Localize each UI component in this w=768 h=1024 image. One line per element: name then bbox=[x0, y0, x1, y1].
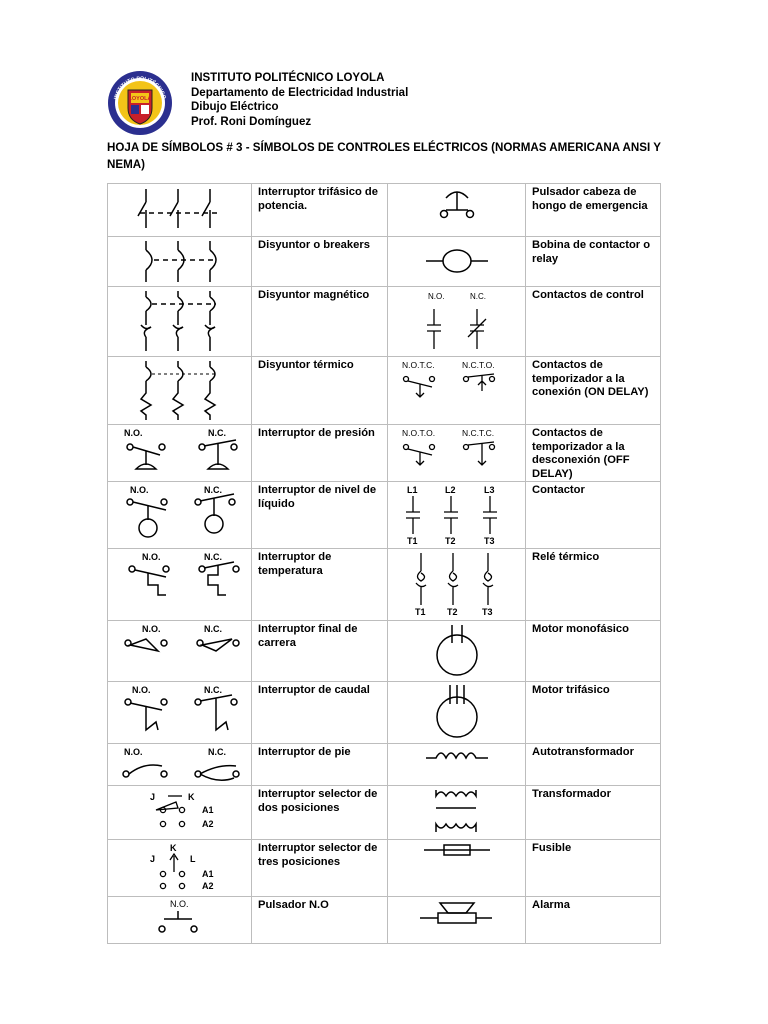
svg-text:N.C.: N.C. bbox=[204, 485, 222, 496]
single-phase-motor-symbol bbox=[388, 621, 526, 682]
liquid-level-switch-symbol bbox=[108, 482, 252, 549]
symbol-name: Bobina de contactor o relay bbox=[526, 237, 661, 287]
symbols-table bbox=[107, 183, 661, 944]
symbol-name: Interruptor de presión bbox=[252, 425, 388, 482]
pushbutton-no-symbol bbox=[108, 897, 252, 944]
symbol-name: Disyuntor térmico bbox=[252, 357, 388, 425]
table-row bbox=[108, 184, 661, 237]
two-position-selector-symbol bbox=[108, 786, 252, 840]
svg-text:T3: T3 bbox=[482, 607, 493, 618]
svg-text:A1: A1 bbox=[202, 805, 214, 816]
svg-text:N.O.: N.O. bbox=[124, 428, 143, 438]
svg-text:N.C.: N.C. bbox=[204, 552, 222, 563]
table-row bbox=[108, 840, 661, 897]
table-row bbox=[108, 897, 661, 944]
temperature-switch-symbol bbox=[108, 549, 252, 621]
off-delay-contacts-symbol bbox=[388, 425, 526, 482]
svg-text:T2: T2 bbox=[447, 607, 458, 618]
svg-text:A1: A1 bbox=[202, 869, 214, 880]
symbol-name: Contactor bbox=[526, 482, 661, 549]
relay-coil-symbol bbox=[388, 237, 526, 287]
three-position-selector-symbol bbox=[108, 840, 252, 897]
svg-text:N.O.T.C.: N.O.T.C. bbox=[402, 360, 435, 370]
symbol-name: Alarma bbox=[526, 897, 661, 944]
breaker-symbol bbox=[108, 237, 252, 287]
symbol-name: Interruptor de temperatura bbox=[252, 549, 388, 621]
symbol-name: Pulsador N.O bbox=[252, 897, 388, 944]
svg-text:T3: T3 bbox=[484, 536, 495, 547]
table-row bbox=[108, 621, 661, 682]
three-phase-motor-symbol bbox=[388, 682, 526, 744]
svg-text:N.C.: N.C. bbox=[208, 428, 226, 438]
svg-text:L3: L3 bbox=[484, 485, 495, 496]
svg-text:N.O.: N.O. bbox=[142, 552, 161, 563]
symbol-name: Disyuntor magnético bbox=[252, 287, 388, 357]
table-row bbox=[108, 482, 661, 549]
svg-text:T2: T2 bbox=[445, 536, 456, 547]
autotransformer-symbol bbox=[388, 744, 526, 786]
svg-text:L1: L1 bbox=[407, 485, 418, 496]
institution-name: INSTITUTO POLITÉCNICO LOYOLA bbox=[191, 72, 385, 84]
limit-switch-symbol bbox=[108, 621, 252, 682]
symbol-name: Interruptor de pie bbox=[252, 744, 388, 786]
svg-text:N.O.: N.O. bbox=[124, 747, 143, 758]
department-name: Departamento de Electricidad Industrial bbox=[191, 86, 409, 99]
svg-text:N.C.: N.C. bbox=[204, 624, 222, 635]
emergency-mushroom-button-symbol bbox=[388, 184, 526, 237]
thermal-breaker-symbol bbox=[108, 357, 252, 425]
table-row bbox=[108, 287, 661, 357]
logo-ring-text: INSTITUTO POLITÉCNICO bbox=[113, 75, 167, 100]
alarm-symbol bbox=[388, 897, 526, 944]
foot-switch-symbol bbox=[108, 744, 252, 786]
logo-shield-text: LOYOLA bbox=[128, 96, 152, 102]
symbol-name: Contactos de temporizador a la conexión (ON DELAY) bbox=[526, 357, 661, 425]
magnetic-breaker-symbol bbox=[108, 287, 252, 357]
svg-text:T1: T1 bbox=[415, 607, 426, 618]
symbol-name: Disyuntor o breakers bbox=[252, 237, 388, 287]
svg-text:L2: L2 bbox=[445, 485, 456, 496]
institute-logo bbox=[107, 70, 173, 136]
professor-name: Prof. Roni Domínguez bbox=[191, 115, 312, 128]
table-row bbox=[108, 357, 661, 425]
symbol-name: Fusible bbox=[526, 840, 661, 897]
svg-text:N.O.: N.O. bbox=[170, 899, 189, 910]
svg-text:J: J bbox=[150, 792, 156, 803]
symbol-name: Autotransformador bbox=[526, 744, 661, 786]
svg-text:N.O.: N.O. bbox=[142, 624, 161, 635]
svg-text:K: K bbox=[170, 843, 177, 854]
table-row bbox=[108, 549, 661, 621]
symbol-name: Contactos de control bbox=[526, 287, 661, 357]
table-row bbox=[108, 786, 661, 840]
svg-text:N.O.: N.O. bbox=[132, 685, 151, 696]
header-block bbox=[191, 71, 408, 129]
svg-text:N.O.: N.O. bbox=[130, 485, 149, 496]
svg-text:N.C.T.C.: N.C.T.C. bbox=[462, 428, 495, 438]
symbol-name: Interruptor selector de dos posiciones bbox=[252, 786, 388, 840]
on-delay-contacts-symbol bbox=[388, 357, 526, 425]
svg-text:N.C.T.O.: N.C.T.O. bbox=[462, 360, 495, 370]
fuse-symbol bbox=[388, 840, 526, 897]
table-row bbox=[108, 237, 661, 287]
symbol-name: Pulsador cabeza de hongo de emergencia bbox=[526, 184, 661, 237]
table-row bbox=[108, 425, 661, 482]
symbol-name: Interruptor trifásico de potencia. bbox=[252, 184, 388, 237]
contactor-symbol bbox=[388, 482, 526, 549]
svg-text:J: J bbox=[150, 854, 156, 865]
svg-text:N.O.T.O.: N.O.T.O. bbox=[402, 428, 436, 438]
symbol-name: Contactos de temporizador a la desconexión (OFF DELAY) bbox=[526, 425, 661, 482]
svg-text:A2: A2 bbox=[202, 819, 214, 830]
pressure-switch-symbol bbox=[108, 425, 252, 482]
symbol-name: Transformador bbox=[526, 786, 661, 840]
table-row bbox=[108, 744, 661, 786]
symbol-name: Interruptor selector de tres posiciones bbox=[252, 840, 388, 897]
symbol-name: Interruptor final de carrera bbox=[252, 621, 388, 682]
svg-text:N.C.: N.C. bbox=[470, 292, 486, 301]
svg-text:N.O.: N.O. bbox=[428, 292, 445, 301]
three-phase-switch-symbol bbox=[108, 184, 252, 237]
table-row bbox=[108, 682, 661, 744]
svg-text:N.C.: N.C. bbox=[204, 685, 222, 696]
control-contacts-symbol bbox=[388, 287, 526, 357]
transformer-symbol bbox=[388, 786, 526, 840]
symbol-name: Relé térmico bbox=[526, 549, 661, 621]
symbol-name: Interruptor de caudal bbox=[252, 682, 388, 744]
thermal-relay-symbol bbox=[388, 549, 526, 621]
symbol-name: Motor monofásico bbox=[526, 621, 661, 682]
svg-text:A2: A2 bbox=[202, 881, 214, 892]
sheet-title: HOJA DE SÍMBOLOS # 3 - SÍMBOLOS DE CONTROLES ELÉCTRICOS (NORMAS AMERICANA ANSI Y NEMA) bbox=[107, 141, 661, 171]
symbol-name: Motor trifásico bbox=[526, 682, 661, 744]
course-name: Dibujo Eléctrico bbox=[191, 101, 279, 113]
svg-text:K: K bbox=[188, 792, 195, 803]
flow-switch-symbol bbox=[108, 682, 252, 744]
symbol-name: Interruptor de nivel de líquido bbox=[252, 482, 388, 549]
svg-text:N.C.: N.C. bbox=[208, 747, 226, 758]
svg-text:L: L bbox=[190, 854, 196, 865]
svg-text:T1: T1 bbox=[407, 536, 418, 547]
